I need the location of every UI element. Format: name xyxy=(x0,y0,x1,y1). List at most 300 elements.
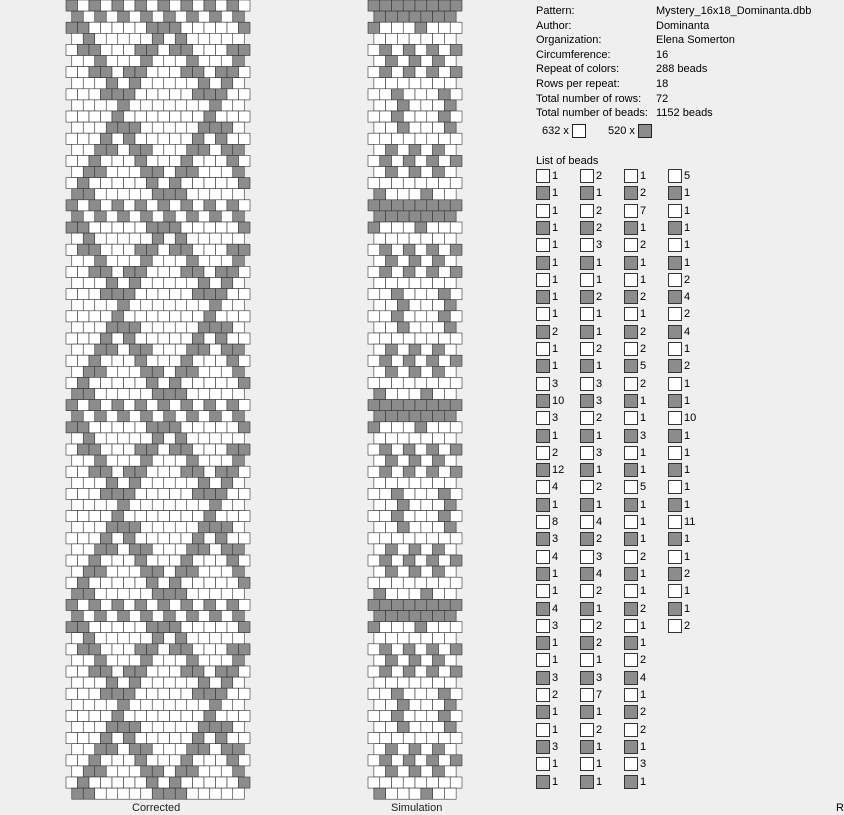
grey-bead-icon xyxy=(536,359,550,373)
white-bead-icon xyxy=(580,307,594,321)
total-grey xyxy=(608,124,652,138)
bead-count: 3 xyxy=(596,671,603,684)
white-bead-icon xyxy=(580,688,594,702)
bead-entry xyxy=(580,341,620,356)
grey-bead-icon xyxy=(668,256,682,270)
bead-count: 1 xyxy=(596,775,603,788)
bead-count: 2 xyxy=(640,706,647,719)
white-bead-icon xyxy=(536,238,550,252)
bead-entry xyxy=(580,237,620,252)
bead-count: 1 xyxy=(596,360,603,373)
bead-count: 3 xyxy=(596,550,603,563)
white-bead-icon xyxy=(580,204,594,218)
bead-count: 12 xyxy=(552,464,565,477)
bead-count: 1 xyxy=(684,481,691,494)
corrected-pattern-grid xyxy=(66,0,250,800)
simulation-caption: Simulation xyxy=(391,802,443,814)
bead-count: 1 xyxy=(684,256,691,269)
grey-bead-icon xyxy=(580,775,594,789)
info-label: Rows per repeat: xyxy=(536,77,620,90)
bead-entry xyxy=(624,670,664,685)
bead-entry xyxy=(536,756,576,771)
grey-bead-icon xyxy=(668,394,682,408)
bead-entry xyxy=(536,341,576,356)
bead-entry xyxy=(624,462,664,477)
bead-entry xyxy=(624,445,664,460)
bead-entry xyxy=(536,272,576,287)
edge-letter: R xyxy=(836,802,844,814)
bead-count: 1 xyxy=(596,740,603,753)
grey-bead-icon xyxy=(536,775,550,789)
bead-count: 3 xyxy=(596,377,603,390)
white-bead-icon xyxy=(668,377,682,391)
bead-entry xyxy=(624,531,664,546)
bead-count: 5 xyxy=(640,481,647,494)
grey-bead-icon xyxy=(580,359,594,373)
bead-count: 1 xyxy=(596,464,603,477)
grey-bead-icon xyxy=(668,463,682,477)
bead-entry xyxy=(668,220,708,235)
bead-entry xyxy=(580,722,620,737)
bead-count: 1 xyxy=(684,446,691,459)
bead-count: 2 xyxy=(596,291,603,304)
bead-entry xyxy=(536,635,576,650)
bead-count: 1 xyxy=(596,498,603,511)
bead-entry xyxy=(668,306,708,321)
bead-count: 1 xyxy=(552,170,559,182)
bead-count: 1 xyxy=(684,550,691,563)
white-swatch-icon xyxy=(572,124,586,138)
bead-entry xyxy=(580,185,620,200)
bead-entry xyxy=(580,704,620,719)
bead-entry xyxy=(624,497,664,512)
grey-bead-icon xyxy=(668,359,682,373)
bead-count: 1 xyxy=(552,775,559,788)
grey-bead-icon xyxy=(536,602,550,616)
white-bead-icon xyxy=(536,273,550,287)
bead-entry xyxy=(668,358,708,373)
white-bead-icon xyxy=(624,584,638,598)
white-bead-icon xyxy=(536,550,550,564)
bead-entry xyxy=(624,272,664,287)
bead-count: 4 xyxy=(640,671,647,684)
bead-entry xyxy=(580,445,620,460)
corrected-pattern xyxy=(66,0,250,800)
white-bead-icon xyxy=(580,377,594,391)
bead-entry xyxy=(536,220,576,235)
white-bead-icon xyxy=(536,377,550,391)
bead-entry xyxy=(580,635,620,650)
total-white-label: 632 x xyxy=(542,124,569,137)
white-bead-icon xyxy=(624,204,638,218)
bead-entry xyxy=(668,410,708,425)
bead-entry xyxy=(668,601,708,616)
bead-entry xyxy=(624,583,664,598)
grey-bead-icon xyxy=(580,636,594,650)
bead-entry xyxy=(668,497,708,512)
bead-count: 3 xyxy=(552,377,559,390)
grey-bead-icon xyxy=(580,429,594,443)
info-label: Organization: xyxy=(536,34,602,47)
white-bead-icon xyxy=(580,653,594,667)
grey-bead-icon xyxy=(580,740,594,754)
bead-entry xyxy=(536,583,576,598)
bead-count: 1 xyxy=(684,429,691,442)
bead-entry xyxy=(624,324,664,339)
simulation-pattern xyxy=(368,0,462,800)
white-bead-icon xyxy=(624,273,638,287)
grey-bead-icon xyxy=(624,775,638,789)
grey-bead-icon xyxy=(580,671,594,685)
grey-bead-icon xyxy=(668,186,682,200)
bead-count: 3 xyxy=(596,394,603,407)
bead-entry xyxy=(668,462,708,477)
info-label: Circumference: xyxy=(536,48,611,61)
bead-entry xyxy=(624,237,664,252)
bead-entry xyxy=(580,652,620,667)
total-grey-label: 520 x xyxy=(608,124,635,137)
grey-bead-icon xyxy=(580,567,594,581)
bead-entry xyxy=(536,739,576,754)
bead-entry xyxy=(580,393,620,408)
bead-count: 2 xyxy=(684,308,691,321)
bead-count: 1 xyxy=(684,464,691,477)
bead-entry xyxy=(624,704,664,719)
white-bead-icon xyxy=(624,550,638,564)
white-bead-icon xyxy=(668,619,682,633)
info-value: Elena Somerton xyxy=(656,34,735,47)
bead-entry xyxy=(580,289,620,304)
white-bead-icon xyxy=(536,446,550,460)
white-bead-icon xyxy=(580,550,594,564)
white-bead-icon xyxy=(580,757,594,771)
bead-count: 1 xyxy=(684,187,691,200)
bead-count: 1 xyxy=(552,706,559,719)
grey-bead-icon xyxy=(624,567,638,581)
white-bead-icon xyxy=(668,411,682,425)
bead-count: 2 xyxy=(596,637,603,650)
white-bead-icon xyxy=(536,757,550,771)
grey-bead-icon xyxy=(536,290,550,304)
bead-count: 2 xyxy=(640,723,647,736)
white-bead-icon xyxy=(668,515,682,529)
grey-bead-icon xyxy=(624,740,638,754)
grey-bead-icon xyxy=(580,186,594,200)
bead-count: 1 xyxy=(596,602,603,615)
bead-entry xyxy=(536,479,576,494)
bead-count: 1 xyxy=(640,619,647,632)
bead-count: 1 xyxy=(552,273,559,286)
bead-count: 8 xyxy=(552,516,559,528)
grey-bead-icon xyxy=(536,705,550,719)
bead-entry xyxy=(580,618,620,633)
bead-entry xyxy=(624,306,664,321)
bead-count: 1 xyxy=(552,654,559,667)
bead-entry xyxy=(580,272,620,287)
bead-entry xyxy=(536,410,576,425)
grey-bead-icon xyxy=(668,602,682,616)
bead-entry xyxy=(536,687,576,702)
bead-count: 1 xyxy=(596,256,603,269)
bead-count: 5 xyxy=(640,360,647,373)
bead-count: 1 xyxy=(552,256,559,269)
grey-bead-icon xyxy=(536,463,550,477)
grey-bead-icon xyxy=(624,636,638,650)
bead-entry xyxy=(536,358,576,373)
bead-count: 5 xyxy=(684,170,691,182)
bead-entry xyxy=(624,255,664,270)
grey-bead-icon xyxy=(580,394,594,408)
bead-entry xyxy=(624,376,664,391)
bead-count: 1 xyxy=(640,221,647,234)
white-bead-icon xyxy=(536,480,550,494)
bead-count: 1 xyxy=(684,239,691,252)
bead-entry xyxy=(624,393,664,408)
grey-bead-icon xyxy=(624,186,638,200)
grey-bead-icon xyxy=(668,221,682,235)
bead-count: 10 xyxy=(684,412,697,425)
grey-bead-icon xyxy=(536,567,550,581)
white-bead-icon xyxy=(668,273,682,287)
bead-count: 2 xyxy=(640,239,647,252)
bead-entry xyxy=(536,704,576,719)
bead-entry xyxy=(624,358,664,373)
bead-count: 3 xyxy=(640,758,647,771)
bead-count: 2 xyxy=(552,689,559,701)
bead-entry xyxy=(536,428,576,443)
bead-count: 1 xyxy=(552,585,559,598)
bead-count: 1 xyxy=(596,308,603,321)
bead-entry xyxy=(624,203,664,218)
bead-count: 1 xyxy=(640,740,647,753)
bead-count: 2 xyxy=(552,446,559,459)
bead-count: 3 xyxy=(596,239,603,252)
bead-count: 2 xyxy=(640,602,647,615)
white-bead-icon xyxy=(536,653,550,667)
info-value: 288 beads xyxy=(656,63,708,76)
bead-entry xyxy=(624,185,664,200)
bead-count: 1 xyxy=(552,308,559,321)
info-value: Mystery_16x18_Dominanta.dbb xyxy=(656,5,812,17)
white-bead-icon xyxy=(536,411,550,425)
bead-count: 1 xyxy=(640,533,647,546)
grey-bead-icon xyxy=(624,532,638,546)
white-bead-icon xyxy=(580,169,594,183)
bead-entry xyxy=(624,601,664,616)
bead-entry xyxy=(536,618,576,633)
simulation-pattern-grid xyxy=(368,0,462,800)
grey-bead-icon xyxy=(536,325,550,339)
bead-entry xyxy=(536,722,576,737)
bead-entry xyxy=(580,324,620,339)
bead-count: 1 xyxy=(552,291,559,304)
white-bead-icon xyxy=(536,307,550,321)
bead-entry xyxy=(536,445,576,460)
bead-count: 1 xyxy=(640,464,647,477)
bead-entry xyxy=(668,531,708,546)
bead-count: 1 xyxy=(552,637,559,650)
bead-entry xyxy=(580,774,620,789)
info-label: Repeat of colors: xyxy=(536,63,620,76)
bead-count: 2 xyxy=(684,619,691,632)
bead-entry xyxy=(668,618,708,633)
bead-entry xyxy=(668,514,708,529)
grey-bead-icon xyxy=(668,532,682,546)
bead-count: 4 xyxy=(596,516,603,528)
bead-count: 2 xyxy=(596,204,603,217)
white-bead-icon xyxy=(624,757,638,771)
white-bead-icon xyxy=(580,273,594,287)
bead-entry xyxy=(668,428,708,443)
bead-entry xyxy=(536,462,576,477)
info-label: Pattern: xyxy=(536,5,575,17)
white-bead-icon xyxy=(536,688,550,702)
bead-count: 1 xyxy=(552,723,559,736)
bead-count: 1 xyxy=(684,377,691,390)
bead-entry xyxy=(624,774,664,789)
bead-entry xyxy=(624,618,664,633)
bead-entry xyxy=(624,289,664,304)
bead-entry xyxy=(580,756,620,771)
white-bead-icon xyxy=(624,377,638,391)
bead-count: 1 xyxy=(596,654,603,667)
bead-count: 1 xyxy=(552,498,559,511)
bead-count: 2 xyxy=(640,325,647,338)
bead-entry xyxy=(668,393,708,408)
bead-count: 3 xyxy=(552,619,559,632)
bead-entry xyxy=(668,289,708,304)
grey-bead-icon xyxy=(580,705,594,719)
white-bead-icon xyxy=(668,238,682,252)
white-bead-icon xyxy=(536,169,550,183)
white-bead-icon xyxy=(536,342,550,356)
bead-entry xyxy=(536,652,576,667)
bead-count: 2 xyxy=(596,723,603,736)
bead-count: 2 xyxy=(596,533,603,546)
bead-count: 1 xyxy=(640,446,647,459)
bead-count: 1 xyxy=(640,498,647,511)
bead-count: 1 xyxy=(552,204,559,217)
bead-entry xyxy=(580,514,620,529)
grey-bead-icon xyxy=(536,256,550,270)
bead-entry xyxy=(624,739,664,754)
white-bead-icon xyxy=(668,169,682,183)
bead-entry xyxy=(580,601,620,616)
bead-entry xyxy=(624,566,664,581)
bead-entry xyxy=(580,376,620,391)
bead-entry xyxy=(668,566,708,581)
white-bead-icon xyxy=(624,342,638,356)
bead-entry xyxy=(580,566,620,581)
bead-entry xyxy=(624,756,664,771)
bead-entry xyxy=(536,670,576,685)
bead-count: 1 xyxy=(596,758,603,771)
bead-entry xyxy=(624,479,664,494)
white-bead-icon xyxy=(624,723,638,737)
bead-count: 1 xyxy=(640,516,647,528)
bead-entry xyxy=(536,531,576,546)
grey-bead-icon xyxy=(624,394,638,408)
bead-entry xyxy=(580,462,620,477)
bead-entry xyxy=(668,185,708,200)
grey-bead-icon xyxy=(580,290,594,304)
white-bead-icon xyxy=(580,480,594,494)
white-bead-icon xyxy=(624,238,638,252)
grey-bead-icon xyxy=(580,256,594,270)
bead-count: 1 xyxy=(640,689,647,701)
grey-bead-icon xyxy=(536,394,550,408)
white-bead-icon xyxy=(580,411,594,425)
bead-count: 7 xyxy=(596,689,603,701)
white-bead-icon xyxy=(668,550,682,564)
bead-count: 2 xyxy=(640,377,647,390)
bead-count: 4 xyxy=(684,325,691,338)
white-bead-icon xyxy=(668,342,682,356)
bead-entry xyxy=(624,722,664,737)
grey-bead-icon xyxy=(536,498,550,512)
bead-count: 1 xyxy=(640,170,647,182)
info-label: Total number of beads: xyxy=(536,107,648,120)
grey-bead-icon xyxy=(580,532,594,546)
bead-count: 1 xyxy=(640,273,647,286)
bead-count: 1 xyxy=(640,308,647,321)
bead-entry xyxy=(580,428,620,443)
bead-entry xyxy=(580,497,620,512)
info-value: 72 xyxy=(656,92,669,105)
bead-count: 4 xyxy=(552,602,559,615)
bead-entry xyxy=(580,168,620,183)
bead-count: 2 xyxy=(684,360,691,373)
grey-bead-icon xyxy=(536,671,550,685)
bead-entry xyxy=(536,497,576,512)
corrected-caption: Corrected xyxy=(132,802,181,814)
bead-count: 2 xyxy=(684,567,691,580)
bead-count: 3 xyxy=(596,446,603,459)
white-bead-icon xyxy=(536,204,550,218)
bead-count: 2 xyxy=(640,550,647,563)
white-bead-icon xyxy=(624,446,638,460)
white-bead-icon xyxy=(624,411,638,425)
bead-count: 1 xyxy=(640,775,647,788)
white-bead-icon xyxy=(536,723,550,737)
bead-entry xyxy=(624,220,664,235)
bead-count: 2 xyxy=(596,412,603,425)
bead-count: 1 xyxy=(552,758,559,771)
bead-entry xyxy=(580,358,620,373)
bead-count: 2 xyxy=(640,343,647,355)
info-value: 1152 beads xyxy=(656,107,713,120)
bead-count: 1 xyxy=(640,637,647,650)
bead-entry xyxy=(536,566,576,581)
grey-bead-icon xyxy=(536,740,550,754)
bead-entry xyxy=(668,583,708,598)
grey-bead-icon xyxy=(624,359,638,373)
bead-count: 2 xyxy=(596,170,603,182)
white-bead-icon xyxy=(668,446,682,460)
bead-count: 1 xyxy=(684,343,691,355)
bead-entry xyxy=(624,652,664,667)
bead-count: 1 xyxy=(596,273,603,286)
grey-bead-icon xyxy=(580,498,594,512)
bead-count: 10 xyxy=(552,394,565,407)
bead-count: 1 xyxy=(552,221,559,234)
bead-entry xyxy=(624,168,664,183)
bead-entry xyxy=(668,237,708,252)
bead-count: 1 xyxy=(640,256,647,269)
bead-count: 1 xyxy=(552,567,559,580)
grey-bead-icon xyxy=(624,429,638,443)
bead-entry xyxy=(536,376,576,391)
